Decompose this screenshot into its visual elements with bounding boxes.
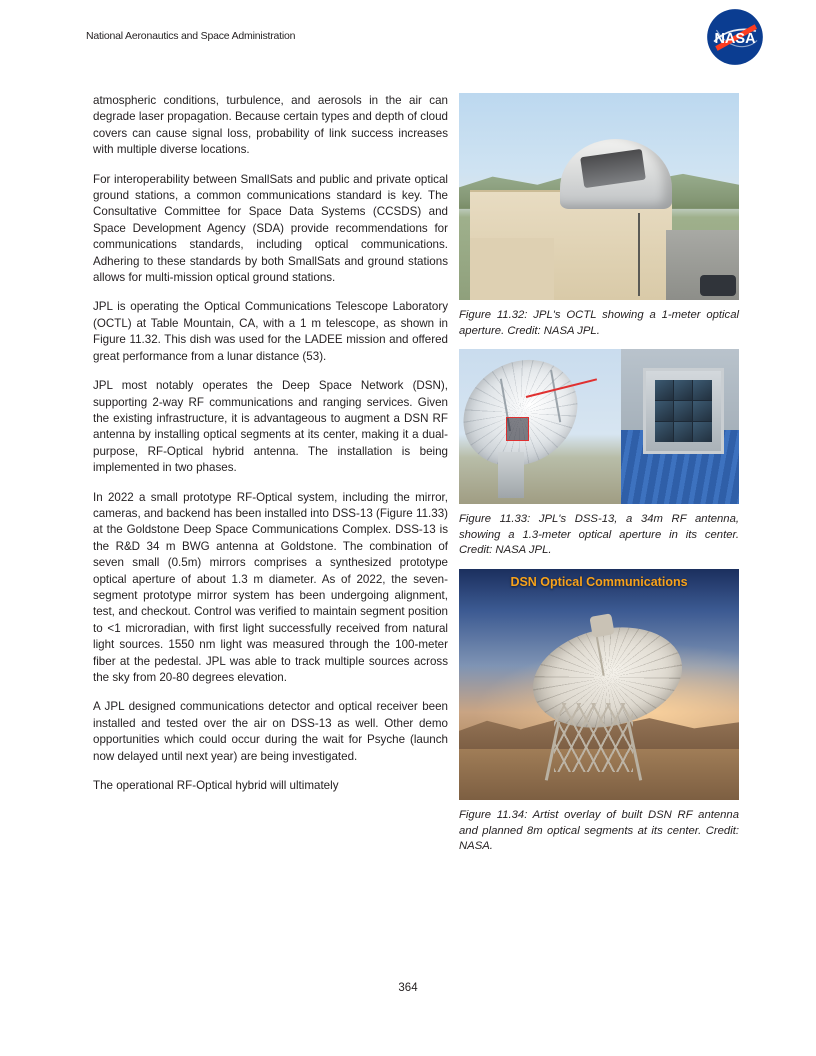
overlay-label: DSN Optical Communications — [510, 574, 688, 589]
paragraph: atmospheric conditions, turbulence, and aerosols in the air can degrade laser propagation. Because certain types and depth of cloud covers can cause signal loss, probability of link success increases with multiple diverse locations. — [93, 94, 448, 157]
paragraph: A JPL designed communications detector and optical receiver been installed and tested over the air on DSS-13 as well. Other demo opportunities which could occur during the wait for Psyche (launch now delayed until next year) are being investigated. — [93, 700, 448, 763]
paragraph: In 2022 a small prototype RF-Optical system, including the mirror, cameras, and backend has been installed into DSS-13 (Figure 11.33) at the Goldstone Deep Space Communications Complex. DSS-13 is the R&D 34 m BWG antenna at Goldstone. The combination of seven small (0.5m) mirrors comprises a synthesized prototype optical aperture of about 1.3 m diameter. As of 2022, the seven-segment prototype mirror system has been undergoing alignment, test, and checkout. Control was verified to maintain segment position to <1 microradian, with first light successfully received from natural light sources. 1550 nm light was measured through the 100-meter fiber at the pedestal. JPL was able to track multiple sources across the sky from 20-80 degrees elevation. — [93, 490, 448, 684]
figure-11-33 — [459, 349, 739, 559]
dsn-artist-overlay-image — [459, 569, 739, 800]
figure-caption: Figure 11.34: Artist overlay of built DSN RF antenna and planned 8m optical segments at its center. Credit: NASA. — [459, 808, 739, 853]
nasa-logo-icon — [706, 8, 764, 66]
paragraph: For interoperability between SmallSats and public and private optical ground stations, a common communications standard is key. The Consultative Committee for Space Data Systems (CCSDS) and Space Development Agency (SDA) provide recommendations for communications standards, including optical communications. Adhering to these standards by both SmallSats and ground stations allows for multi-mission optical ground stations. — [93, 172, 448, 285]
figure-caption: Figure 11.32: JPL's OCTL showing a 1-meter optical aperture. Credit: NASA JPL. — [459, 309, 739, 337]
agency-name: National Aeronautics and Space Administration — [86, 30, 296, 42]
svg-text:NASA: NASA — [714, 30, 756, 47]
figure-11-34 — [459, 569, 739, 855]
callout-box — [506, 417, 529, 441]
paragraph: JPL most notably operates the Deep Space Network (DSN), supporting 2-way RF communications and ranging services. Given the existing infrastructure, it is advantageous to augment a DSN RF antenna by installing optical segments at its center, making it a dual-purpose, RF-Optical hybrid antenna. The installation is being implemented in two phases. — [93, 379, 448, 475]
figure-column — [459, 93, 739, 865]
figure-11-32 — [459, 93, 739, 339]
dss13-antenna-photo — [459, 349, 739, 504]
figure-caption: Figure 11.33: JPL's DSS-13, a 34m RF antenna, showing a 1.3-meter optical aperture in its center. Credit: NASA JPL. — [459, 513, 739, 557]
page-number: 364 — [398, 982, 418, 994]
page-header — [0, 0, 816, 78]
body-text-column — [93, 93, 448, 807]
paragraph: JPL is operating the Optical Communications Telescope Laboratory (OCTL) at Table Mountain, CA, with a 1 m telescope, as shown in Figure 11.32. This dish was used for the LADEE mission and offered great performance from a lunar distance (53). — [93, 300, 448, 363]
optical-segment-inset — [643, 368, 724, 455]
octl-observatory-photo — [459, 93, 739, 300]
paragraph: The operational RF-Optical hybrid will ultimately — [93, 779, 339, 793]
